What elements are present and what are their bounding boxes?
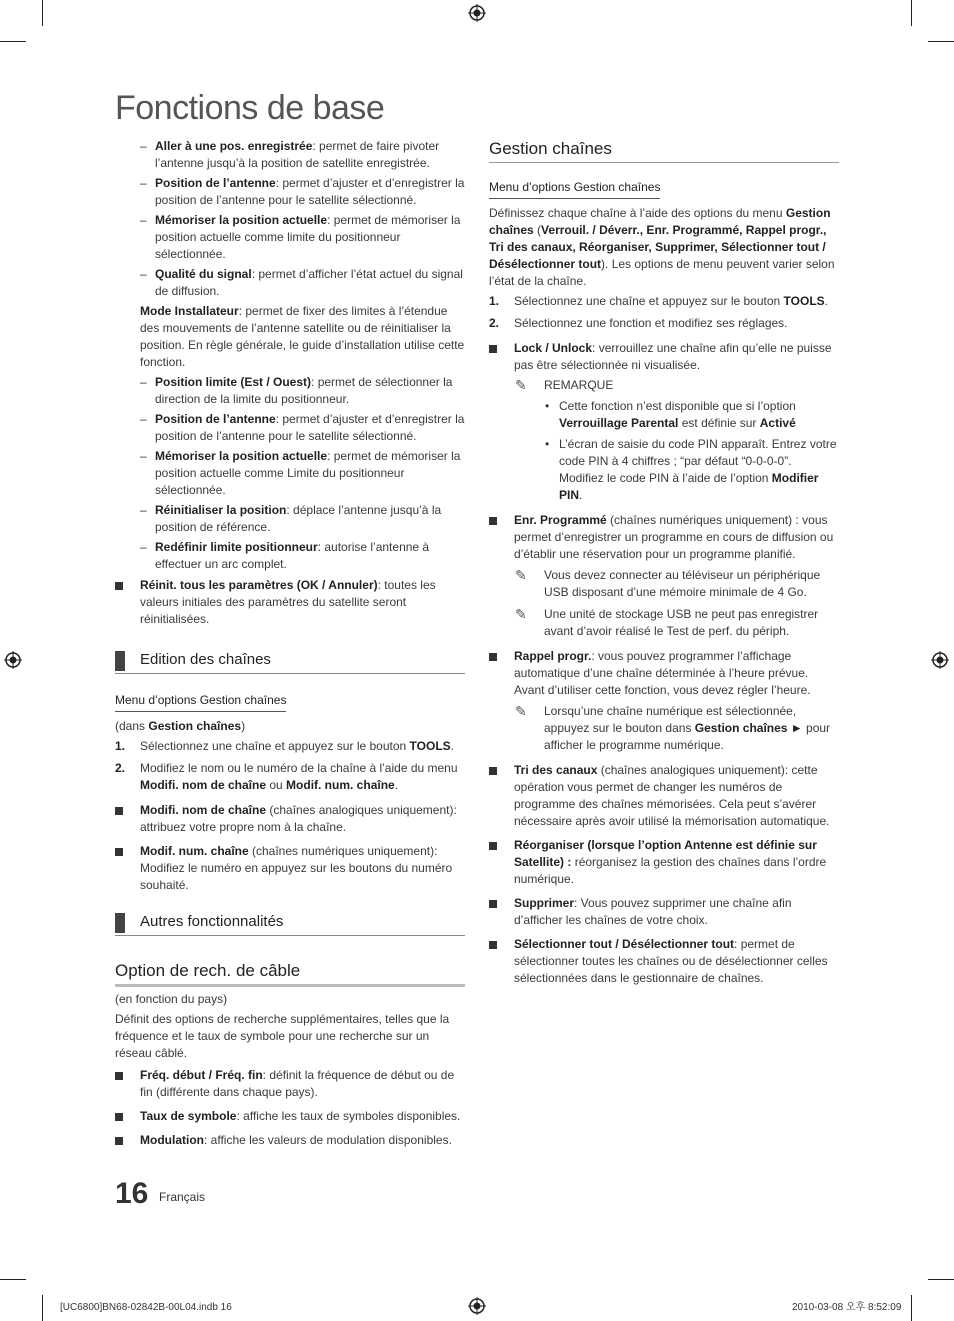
context-note: (en fonction du pays) [115, 992, 228, 1006]
note-item: ✎ Une unité de stockage USB ne peut pas enregistrer avant d’avoir réalisé le Test de perf. du périph. [515, 606, 819, 638]
enr-bullet: Enr. Programmé (chaînes numériques uniquement) : vous permet d’enregistrer un programme en cours de diffusion ou d’établir une réservation pour un programme planifié. [489, 512, 839, 563]
step-item: 1. Sélectionnez une chaîne et appuyez sur le bouton TOOLS. [489, 294, 828, 308]
registration-mark-icon [468, 1297, 486, 1315]
gestion-section-heading: Gestion chaînes [489, 138, 839, 163]
crop-mark [42, 1295, 43, 1321]
crop-mark [928, 1279, 954, 1280]
remarque-note: ✎ REMARQUE [515, 377, 614, 393]
edition-heading: Edition des chaînes [115, 650, 465, 674]
registration-mark-icon [468, 4, 486, 22]
reorg-bullet: Réorganiser (lorsque l’option Antenne est définie sur Satellite) : réorganisez la gestion des chaînes dans l’ordre numérique. [489, 837, 839, 888]
selectall-bullet: Sélectionner tout / Désélectionner tout: permet de sélectionner toutes les chaînes ou de désélectionner celles sélectionnées dans le gestionnaire de chaînes. [489, 936, 839, 987]
list-item: – Qualité du signal: permet d’afficher l’état actuel du signal de diffusion. [140, 267, 463, 298]
crop-mark [0, 41, 26, 42]
installer-options-list [115, 374, 465, 573]
crop-mark [0, 1279, 26, 1280]
list-item: Taux de symbole: affiche les taux de symboles disponibles. [115, 1108, 465, 1125]
crop-mark [911, 1295, 912, 1321]
menu-label: Menu d’options Gestion chaînes [489, 179, 660, 199]
page-number: 16 [115, 1177, 149, 1210]
tri-bullet: Tri des canaux (chaînes analogiques uniquement): cette opération vous permet de changer les numéros de programme des chaînes mémorisées. Cela peut s’avérer nécessaire après avoir utilisé la mémorisation automatique. [489, 762, 839, 830]
menu-label: Menu d’options Gestion chaînes [115, 692, 286, 712]
rappel-bullet: Rappel progr.: vous pouvez programmer l’affichage automatique d’une chaîne déterminée à l’heure prévue. Avant d’utiliser cette fonction, vous devez régler l’heure. [489, 648, 839, 699]
registration-mark-icon [4, 651, 22, 669]
list-item: – Aller à une pos. enregistrée: permet de faire pivoter l’antenne jusqu’à la position de satellite enregistrée. [140, 139, 440, 170]
pencil-note-icon: ✎ [515, 606, 527, 622]
note-item: ✎ Lorsqu’une chaîne numérique est sélectionnée, appuyez sur le bouton dans Gestion chaînes ► pour afficher le programme numérique. [515, 703, 831, 752]
print-slug-right: 2010-03-08 오후 8:52:09 [792, 1302, 902, 1313]
pencil-note-icon: ✎ [515, 703, 527, 719]
page-title: Fonctions de base [115, 89, 385, 127]
mode-installateur-paragraph: Mode Installateur: permet de fixer des limites à l’étendue des mouvements de l’antenne satellite ou de réinitialiser la position. En règle générale, le guide d’installation utilise cette fonction. [140, 304, 465, 369]
cable-description: Définit des options de recherche supplémentaires, telles que la fréquence et le taux de symbole pour une recherche sur un réseau câblé. [115, 1012, 450, 1060]
autres-heading: Autres fonctionnalités [115, 912, 465, 936]
list-item: – Position de l’antenne: permet d’ajuster et d’enregistrer la position de l’antenne pour le satellite sélectionné. [140, 412, 465, 443]
page-language: Français [159, 1190, 206, 1204]
registration-mark-icon [931, 651, 949, 669]
list-item: – Réinitialiser la position: déplace l’antenne jusqu’à la position de référence. [140, 503, 442, 534]
cable-section-heading: Option de rech. de câble [115, 960, 465, 987]
list-item: Modifi. nom de chaîne (chaînes analogiques uniquement): attribuez votre propre nom à la chaîne. [115, 802, 465, 836]
pencil-note-icon: ✎ [515, 377, 527, 393]
print-slug-left: [UC6800]BN68-02842B-00L04.indb 16 [60, 1302, 232, 1313]
context-note: (dans Gestion chaînes) [115, 719, 246, 733]
crop-mark [928, 41, 954, 42]
gestion-intro: Définissez chaque chaîne à l’aide des options du menu Gestion chaînes (Verrouil. / Déverr., Enr. Programmé, Rappel progr., Tri des canaux, Réorganiser, Supprimer, Sélectionner tout / Désélectionner tout). Les options de menu peuvent varier selon l’état de la chaîne. [489, 206, 835, 288]
list-item: – Mémoriser la position actuelle: permet de mémoriser la position actuelle comme limite du positionneur sélectionnée. [140, 213, 461, 261]
list-item: – Position de l’antenne: permet d’ajuster et d’enregistrer la position de l’antenne pour le satellite sélectionné. [140, 176, 465, 207]
lock-bullet: Lock / Unlock: verrouillez une chaîne afin qu’elle ne puisse pas être sélectionnée ni visualisée. [489, 340, 839, 374]
crop-mark [911, 0, 912, 26]
step-item: 1. Sélectionnez une chaîne et appuyez sur le bouton TOOLS. [115, 739, 454, 753]
step-item: 2. Sélectionnez une fonction et modifiez ses réglages. [489, 316, 788, 330]
list-item: Fréq. début / Fréq. fin: définit la fréquence de début ou de fin (différente dans chaque pays). [115, 1067, 465, 1101]
list-item: • Cette fonction n’est disponible que si l’option Verrouillage Parental est définie sur Activé [545, 399, 796, 430]
step-item: 2. Modifiez le nom ou le numéro de la chaîne à l’aide du menu Modifi. nom de chaîne ou Modif. num. chaîne. [115, 761, 458, 792]
note-item: ✎ Vous devez connecter au téléviseur un périphérique USB disposant d’une mémoire minimale de 4 Go. [515, 567, 821, 599]
crop-mark [42, 0, 43, 26]
list-item: – Redéfinir limite positionneur: autorise l’antenne à effectuer un arc complet. [140, 540, 430, 571]
list-item: – Position limite (Est / Ouest): permet de sélectionner la direction de la limite du positionneur. [140, 375, 453, 406]
right-column [489, 138, 839, 994]
reinit-bullet: Réinit. tous les paramètres (OK / Annuler): toutes les valeurs initiales des paramètres du satellite seront réinitialisées. [115, 577, 465, 628]
list-item: • L’écran de saisie du code PIN apparaît. Entrez votre code PIN à 4 chiffres ; “par défaut “0-0-0-0”. Modifiez le code PIN à l’aide de l’option Modifier PIN. [545, 437, 837, 502]
list-item: – Mémoriser la position actuelle: permet de mémoriser la position actuelle comme Limite du positionneur sélectionnée. [140, 449, 461, 497]
pencil-note-icon: ✎ [515, 567, 527, 583]
supprimer-bullet: Supprimer: Vous pouvez supprimer une chaîne afin d’afficher les chaînes de votre choix. [489, 895, 839, 929]
positioner-options-list [115, 138, 465, 300]
list-item: Modif. num. chaîne (chaînes numériques uniquement): Modifiez le numéro en appuyez sur les boutons du numéro souhaité. [115, 843, 465, 894]
left-column [115, 138, 465, 1156]
list-item: Modulation: affiche les valeurs de modulation disponibles. [115, 1132, 465, 1149]
